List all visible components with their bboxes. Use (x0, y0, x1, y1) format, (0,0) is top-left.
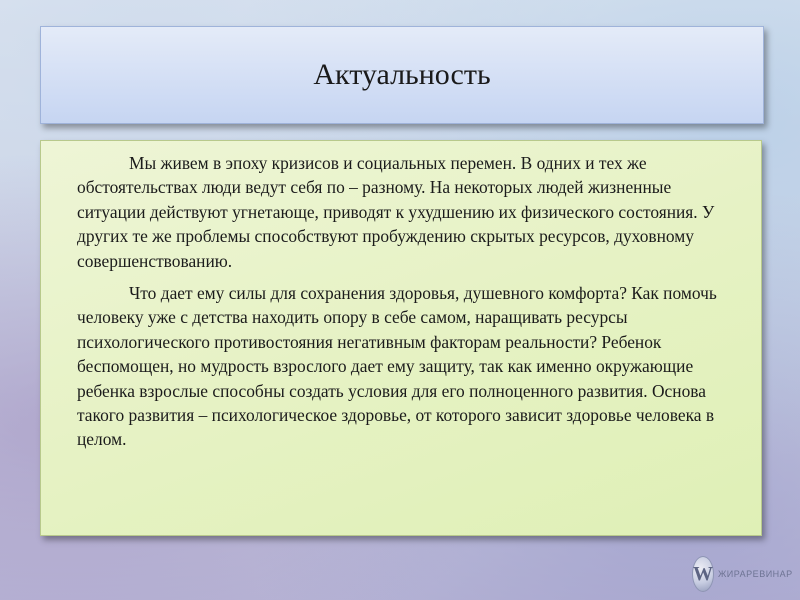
watermark-logo (692, 554, 792, 594)
watermark-text: ЖИРАРЕВИНАР (718, 569, 793, 579)
title-box (40, 26, 764, 124)
watermark-icon: W (692, 556, 714, 592)
slide-title: Актуальность (313, 58, 491, 91)
content-box (40, 140, 762, 536)
paragraph-2: Что дает ему силы для сохранения здоровья, душевного комфорта? Как помочь человеку уже с детства находить опору в себе самом, наращивать ресурсы психологического противостояния негативным факторам реальности? Ребенок беспомощен, но мудрость взрослого дает ему защиту, так как именно окружающие ребенка взрослые способны создать условия для его полноценного развития. Основа такого развития – психологическое здоровье, от которого зависит здоровье человека в целом. (77, 283, 717, 450)
paragraph-1: Мы живем в эпоху кризисов и социальных перемен. В одних и тех же обстоятельствах люди ведут себя по – разному. На некоторых людей жизненные ситуации действуют угнетающе, приводят к ухудшению их физического состояния. У других те же проблемы способствуют пробуждению скрытых ресурсов, духовному совершенствованию. (77, 153, 715, 271)
